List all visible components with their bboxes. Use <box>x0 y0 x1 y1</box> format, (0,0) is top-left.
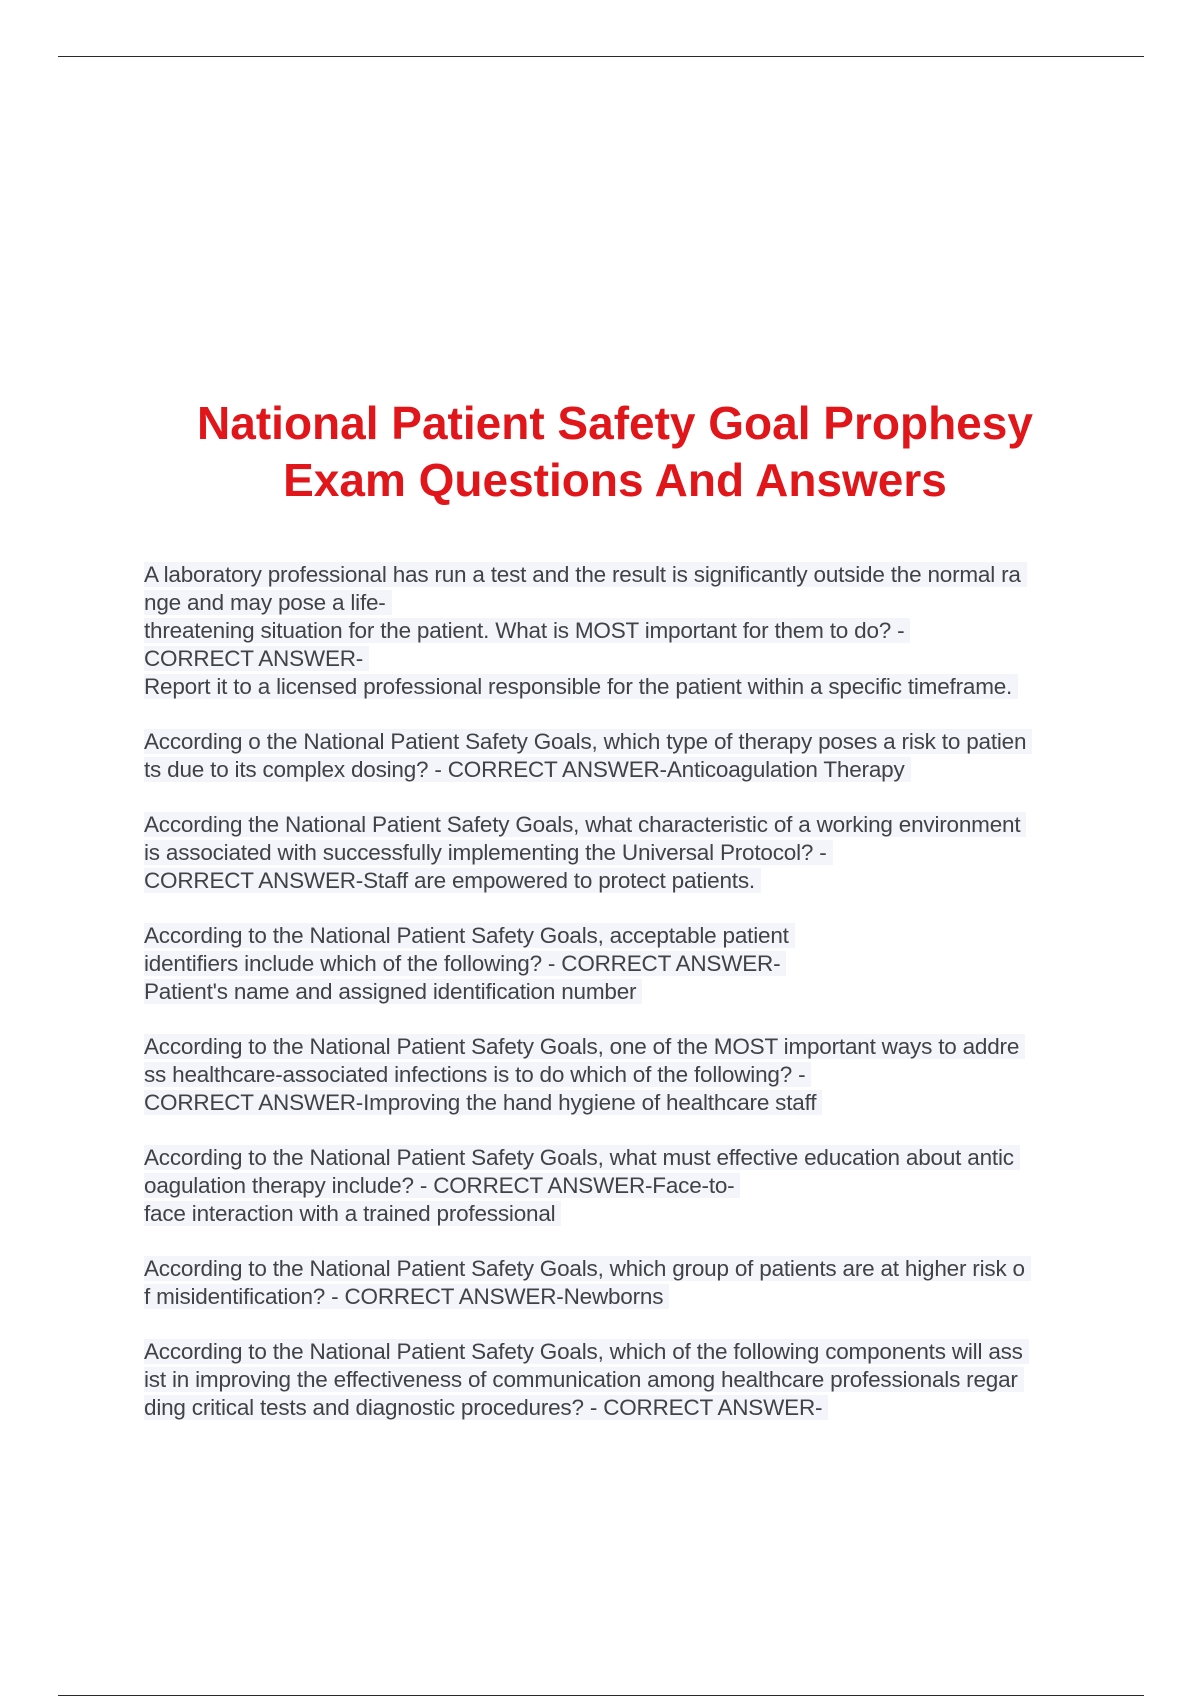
header-rule <box>58 56 1144 57</box>
qa-line-text: According o the National Patient Safety Goals, which type of therapy poses a risk to patien <box>144 729 1032 754</box>
qa-line-text: identifiers include which of the following? - CORRECT ANSWER- <box>144 951 786 976</box>
title-line-1: National Patient Safety Goal Prophesy <box>197 397 1033 449</box>
qa-line-text: is associated with successfully implementing the Universal Protocol? - <box>144 840 833 865</box>
qa-line <box>144 839 1094 867</box>
qa-line <box>144 1172 1094 1200</box>
qa-line-text: oagulation therapy include? - CORRECT ANSWER-Face-to- <box>144 1173 740 1198</box>
qa-line <box>144 728 1094 756</box>
qa-line-text: threatening situation for the patient. What is MOST important for them to do? - <box>144 618 910 643</box>
qa-line-text: CORRECT ANSWER- <box>144 646 369 671</box>
qa-line <box>144 1033 1094 1061</box>
footer-rule <box>58 1695 1144 1696</box>
qa-line <box>144 1255 1094 1283</box>
qa-line-text: ding critical tests and diagnostic procedures? - CORRECT ANSWER- <box>144 1395 828 1420</box>
qa-line-text: ss healthcare-associated infections is to do which of the following? - <box>144 1062 811 1087</box>
qa-list <box>144 561 1094 1449</box>
qa-line <box>144 811 1094 839</box>
qa-item <box>144 1033 1094 1117</box>
qa-line-text: Patient's name and assigned identification number <box>144 979 642 1004</box>
qa-line-text: A laboratory professional has run a test and the result is significantly outside the normal ra <box>144 562 1027 587</box>
qa-line-text: nge and may pose a life- <box>144 590 392 615</box>
document-title <box>0 395 1200 509</box>
qa-line-text: Report it to a licensed professional responsible for the patient within a specific timeframe. <box>144 674 1018 699</box>
qa-line <box>144 978 1094 1006</box>
qa-line-text: According to the National Patient Safety Goals, which of the following components will ass <box>144 1339 1029 1364</box>
qa-line-text: According the National Patient Safety Goals, what characteristic of a working environment <box>144 812 1026 837</box>
qa-item <box>144 1255 1094 1311</box>
qa-line-text: ist in improving the effectiveness of communication among healthcare professionals regar <box>144 1367 1024 1392</box>
qa-line <box>144 645 1094 673</box>
qa-line-text: CORRECT ANSWER-Staff are empowered to protect patients. <box>144 868 761 893</box>
qa-line <box>144 756 1094 784</box>
qa-line-text: f misidentification? - CORRECT ANSWER-Newborns <box>144 1284 669 1309</box>
qa-line <box>144 1061 1094 1089</box>
qa-line-text: According to the National Patient Safety Goals, what must effective education about antic <box>144 1145 1020 1170</box>
qa-item <box>144 561 1094 701</box>
qa-line <box>144 1366 1094 1394</box>
qa-line <box>144 1144 1094 1172</box>
qa-item <box>144 1144 1094 1228</box>
qa-line-text: According to the National Patient Safety Goals, one of the MOST important ways to addre <box>144 1034 1025 1059</box>
qa-line <box>144 1338 1094 1366</box>
qa-line <box>144 1089 1094 1117</box>
qa-item <box>144 1338 1094 1422</box>
qa-line <box>144 1283 1094 1311</box>
qa-item <box>144 811 1094 895</box>
qa-line-text: ts due to its complex dosing? - CORRECT ANSWER-Anticoagulation Therapy <box>144 757 911 782</box>
qa-item <box>144 728 1094 784</box>
qa-line-text: face interaction with a trained professional <box>144 1201 561 1226</box>
qa-item <box>144 922 1094 1006</box>
qa-line <box>144 589 1094 617</box>
qa-line <box>144 617 1094 645</box>
qa-line-text: CORRECT ANSWER-Improving the hand hygiene of healthcare staff <box>144 1090 822 1115</box>
qa-line <box>144 1394 1094 1422</box>
qa-line <box>144 561 1094 589</box>
qa-line-text: According to the National Patient Safety Goals, acceptable patient <box>144 923 795 948</box>
qa-line <box>144 922 1094 950</box>
qa-line <box>144 867 1094 895</box>
qa-line <box>144 950 1094 978</box>
qa-line-text: According to the National Patient Safety Goals, which group of patients are at higher risk o <box>144 1256 1031 1281</box>
title-line-2: Exam Questions And Answers <box>283 454 947 506</box>
qa-line <box>144 673 1094 701</box>
qa-line <box>144 1200 1094 1228</box>
